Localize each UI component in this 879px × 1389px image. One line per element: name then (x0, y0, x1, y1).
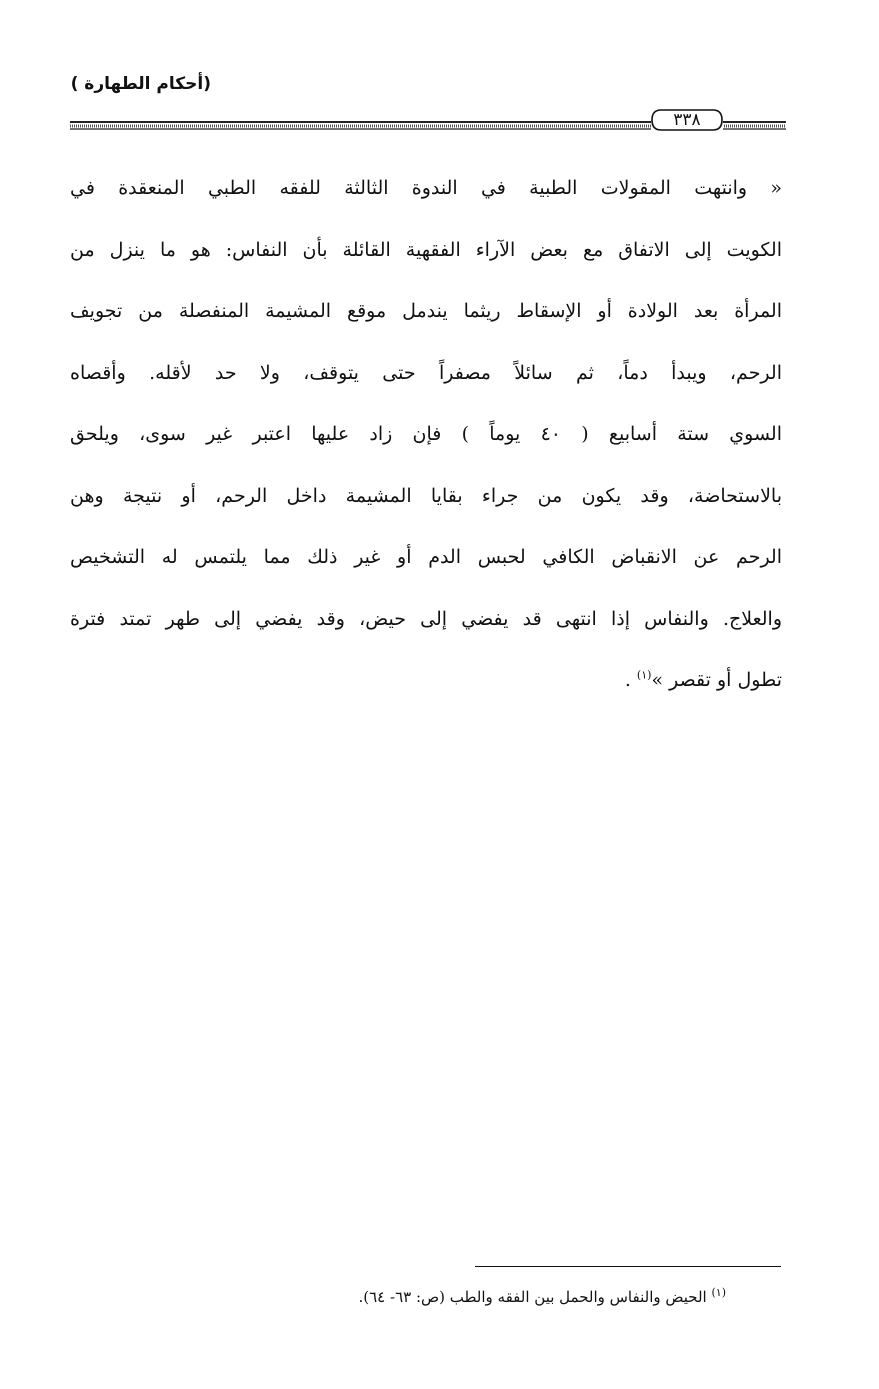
text-line: السوي ستة أسابيع ( ٤٠ يوماً ) فإن زاد عليها اعتبر غير سوى، ويلحق (70, 423, 782, 445)
text-line-content: تطول أو تقصر » (651, 669, 782, 691)
page-number-text: ٣٣٨ (673, 110, 701, 130)
page-number (651, 108, 723, 132)
text-line: الرحم عن الانقباض الكافي لحبس الدم أو غير ذلك مما يلتمس له التشخيص (70, 546, 782, 568)
footnote (358, 1288, 726, 1306)
closing-punctuation: . (624, 669, 637, 691)
text-line: والعلاج. والنفاس إذا انتهى قد يفضي إلى حيض، وقد يفضي إلى طهر تمتد فترة (70, 607, 782, 630)
text-line: الرحم، ويبدأ دماً، ثم سائلاً مصفراً حتى يتوقف، ولا حد لأقله. وأقصاه (70, 361, 782, 384)
footnote-separator (475, 1266, 781, 1267)
footnote-text: الحيض والنفاس والحمل بين الفقه والطب (ص: ٦٣- ٦٤). (358, 1288, 707, 1306)
main-paragraph (70, 158, 782, 712)
text-line: « وانتهت المقولات الطبية في الندوة الثالثة للفقه الطبي المنعقدة في (70, 177, 782, 199)
text-line: بالاستحاضة، وقد يكون من جراء بقايا المشيمة داخل الرحم، أو نتيجة وهن (70, 484, 782, 507)
footnote-reference[interactable]: (١) (636, 668, 652, 682)
text-line: المرأة بعد الولادة أو الإسقاط ريثما يندمل موقع المشيمة المنفصلة من تجويف (70, 300, 782, 322)
footnote-marker: (١) (711, 1286, 726, 1299)
text-line-last (70, 650, 782, 712)
text-line: الكويت إلى الاتفاق مع بعض الآراء الفقهية القائلة بأن النفاس: هو ما ينزل من (70, 238, 782, 261)
running-title: (أحكام الطهارة ) (70, 74, 211, 94)
